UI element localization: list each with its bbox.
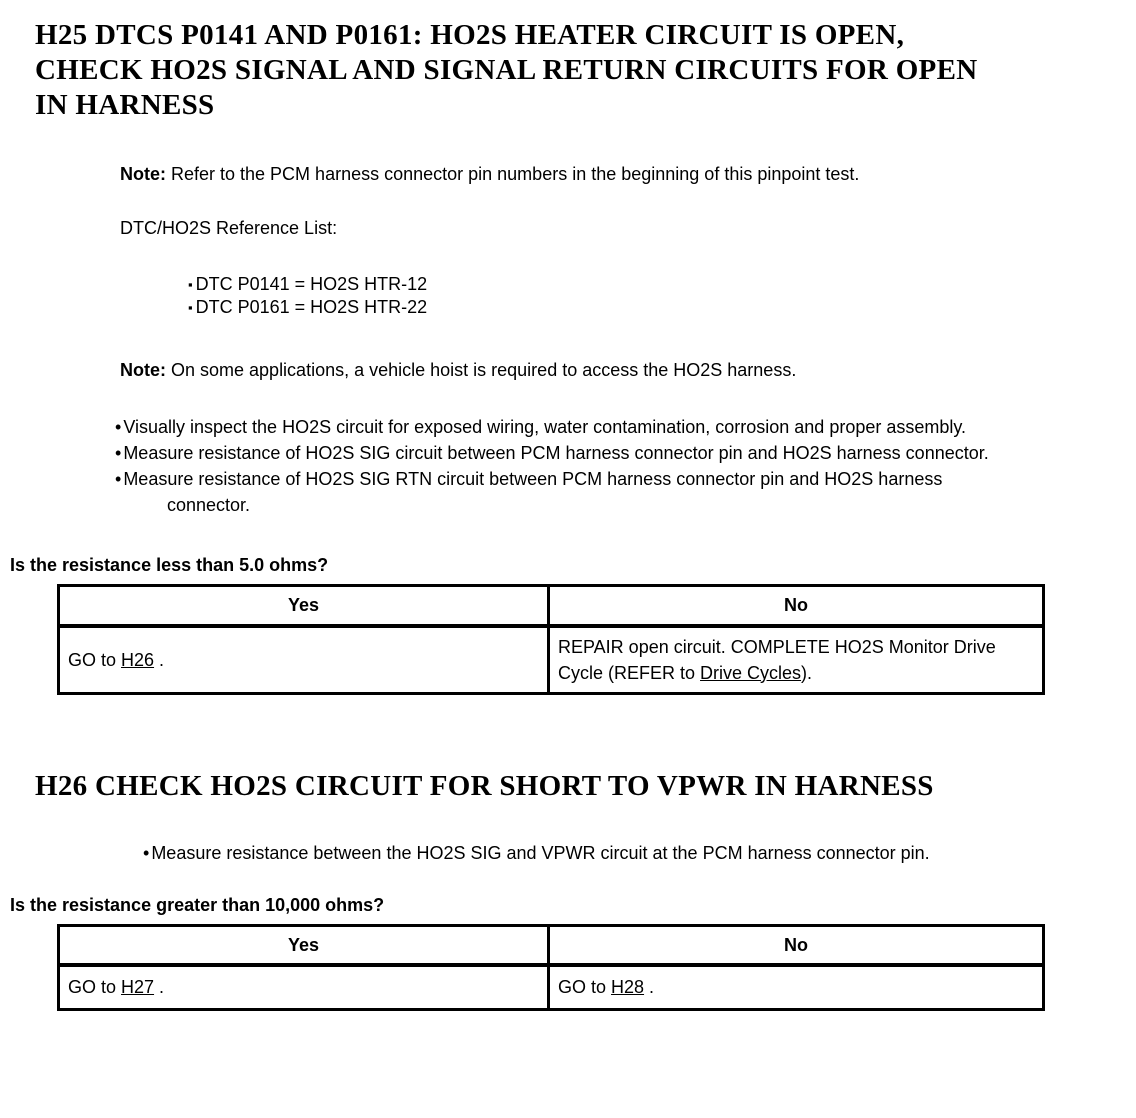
yes-action-cell [59,965,549,1009]
table-header-row [59,925,1044,965]
section-title-h25-line2: CHECK HO2S SIGNAL AND SIGNAL RETURN CIRCUITS FOR OPEN [35,54,978,86]
list-item-step [0,440,1026,466]
no-action-cell [549,626,1044,694]
action-text: . [154,649,165,670]
reference-list-heading: DTC/HO2S Reference List: [120,218,338,238]
list-item-step [0,840,986,866]
no-action-content [558,634,1003,686]
step-text: Visually inspect the HO2S circuit for exposed wiring, water contamination, corrosion and proper assembly. [123,417,967,437]
dtc-item-text: DTC P0161 = HO2S HTR-22 [195,297,428,317]
list-item-dtc-p0161 [188,296,1136,319]
section-title-h25-line1: H25 DTCS P0141 AND P0161: HO2S HEATER CIRCUIT IS OPEN, [35,19,905,51]
yes-action-cell [59,626,549,694]
link-h27[interactable]: H27 [121,977,155,998]
action-text: REPAIR open circuit. COMPLETE HO2S Monitor Drive Cycle (REFER to [558,636,996,683]
step-text: Measure resistance of HO2S SIG RTN circuit between PCM harness connector pin and HO2S harness connector. [123,469,943,515]
link-h28[interactable]: H28 [611,977,645,998]
table-header-row [59,586,1044,626]
step-text: Measure resistance between the HO2S SIG and VPWR circuit at the PCM harness connector pin. [151,842,930,863]
h26-decision-question: Is the resistance greater than 10,000 ohms? [10,894,385,915]
note-vehicle-hoist [120,357,1096,383]
note-pcm-connector [120,161,1096,187]
table-row [59,626,1044,694]
note-text: On some applications, a vehicle hoist is required to access the HO2S harness. [166,360,797,380]
table-header-no: No [549,586,1044,626]
round-bullet-icon: • [115,469,122,489]
action-text: GO to [68,977,122,998]
list-item-dtc-p0141 [188,273,1136,296]
action-text: . [154,977,165,998]
list-item-step [0,466,1026,518]
note-label: Note: [120,164,166,184]
dtc-reference-list [188,273,1136,319]
action-text: GO to [558,977,612,998]
table-row [59,965,1044,1009]
section-title-h25 [35,18,1096,123]
action-text: . [644,977,655,998]
dtc-item-text: DTC P0141 = HO2S HTR-12 [195,274,428,294]
note-label: Note: [120,360,166,380]
round-bullet-icon: • [143,842,150,863]
action-text: GO to [68,649,122,670]
square-bullet-icon: ▪ [188,277,193,292]
table-header-yes: Yes [59,925,549,965]
table-header-yes: Yes [59,586,549,626]
section-title-h25-line3: IN HARNESS [35,89,215,121]
step-text: Measure resistance of HO2S SIG circuit between PCM harness connector pin and HO2S harness connector. [123,443,989,463]
h25-decision-question: Is the resistance less than 5.0 ohms? [10,555,329,575]
h25-decision-table [57,584,1045,695]
round-bullet-icon: • [115,443,122,463]
link-drive-cycles[interactable]: Drive Cycles [700,662,802,683]
section-title-h26: H26 CHECK HO2S CIRCUIT FOR SHORT TO VPWR IN HARNESS [35,769,934,802]
round-bullet-icon: • [115,417,122,437]
action-text: ). [801,662,813,683]
square-bullet-icon: ▪ [188,300,193,315]
list-item-step [0,414,1026,440]
h25-test-steps [0,414,1026,518]
note-text: Refer to the PCM harness connector pin numbers in the beginning of this pinpoint test. [166,164,860,184]
h26-decision-table [57,924,1045,1011]
no-action-cell [549,965,1044,1009]
h26-test-steps [0,840,986,866]
table-header-no: No [549,925,1044,965]
link-h26[interactable]: H26 [121,649,155,670]
